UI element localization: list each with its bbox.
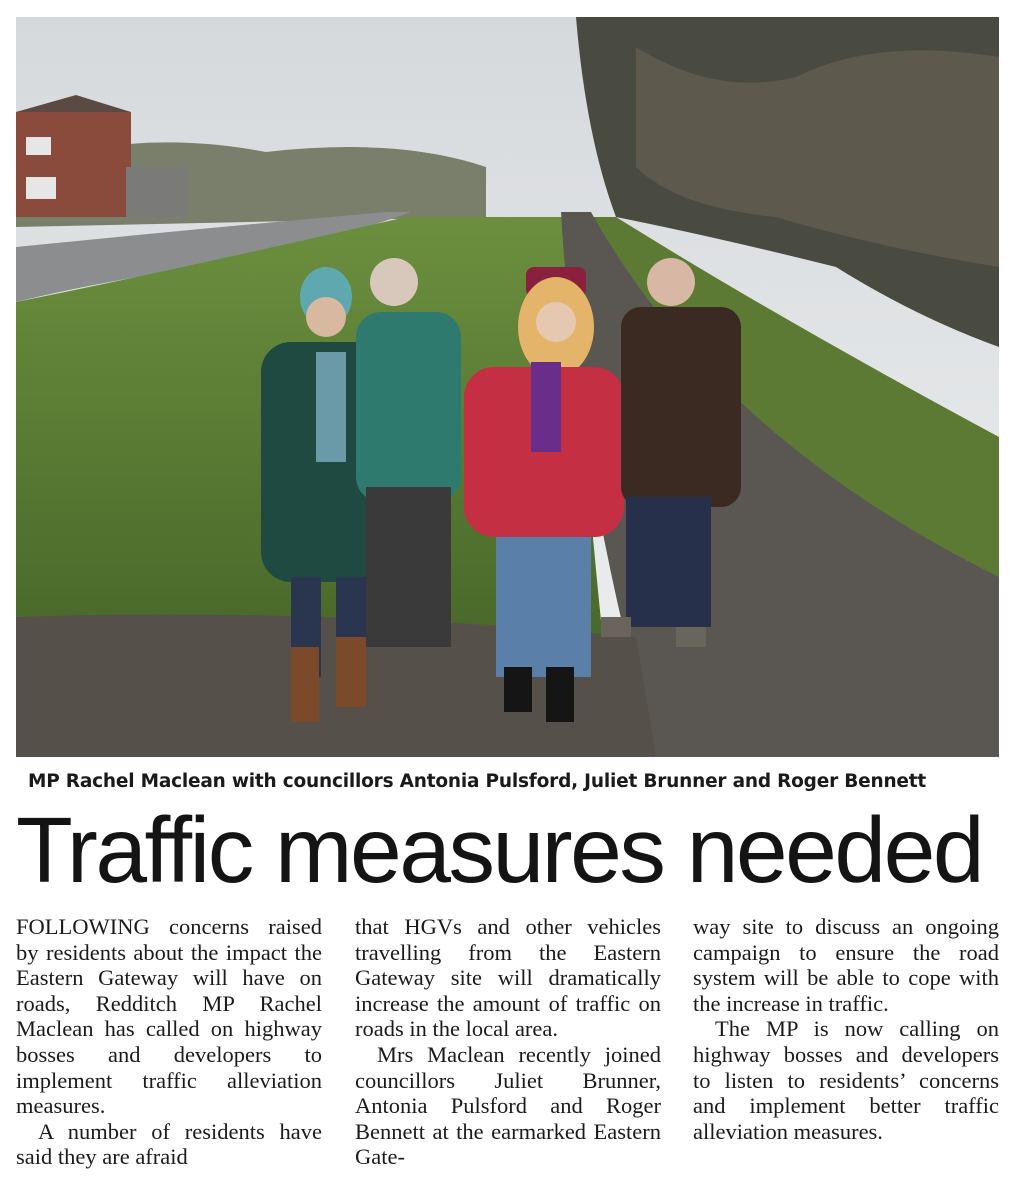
- article-paragraph: Mrs Maclean recently joined councillors Juliet Brunner, Antonia Pulsford and Roger Bennett at the earmarked Eastern Gate-: [355, 1041, 661, 1170]
- headline: Traffic measures needed: [16, 798, 983, 902]
- article-column-2: [355, 914, 661, 1170]
- article-paragraph: FOLLOWING concerns raised by residents about the impact the Eastern Gateway will have on roads, Redditch MP Rachel Maclean has called on highway bosses and developers to implement traffic alleviation measures.: [16, 914, 322, 1119]
- article-column-3: [693, 914, 999, 1144]
- article-column-1: [16, 914, 322, 1170]
- article-paragraph: that HGVs and other vehicles travelling from the Eastern Gateway site will dramatically increase the amount of traffic on roads in the local area.: [355, 914, 661, 1042]
- article-paragraph: A number of residents have said they are afraid: [16, 1118, 322, 1170]
- news-photo: [16, 17, 999, 757]
- article-paragraph: The MP is now calling on highway bosses and developers to listen to residents’ concerns and implement better traffic alleviation measures.: [693, 1016, 999, 1144]
- photo-caption: MP Rachel Maclean with councillors Antonia Pulsford, Juliet Brunner and Roger Bennett: [28, 771, 927, 792]
- article-paragraph: way site to discuss an ongoing campaign to ensure the road system will be able to cope with the increase in traffic.: [693, 914, 999, 1016]
